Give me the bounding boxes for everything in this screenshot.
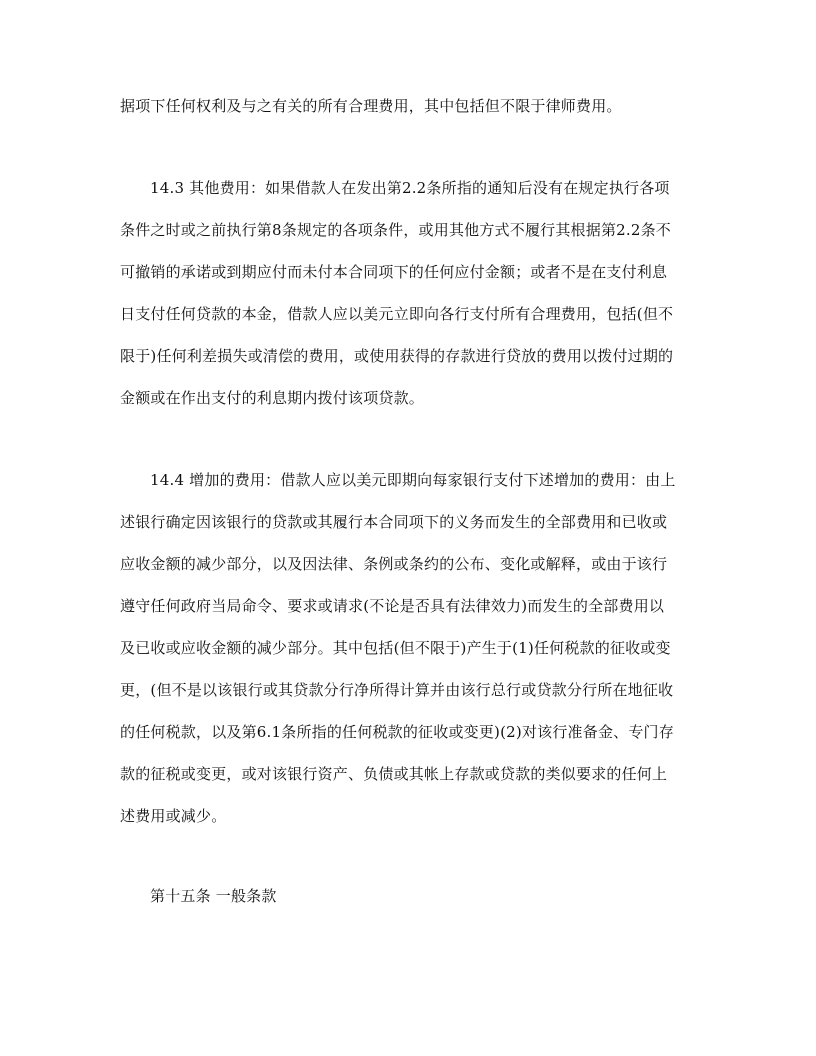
section-14-4-line: 述费用或减少。	[120, 807, 227, 825]
section-14-3-line: 日支付任何贷款的本金，借款人应以美元立即向各行支付所有合理费用，包括(但不	[120, 305, 674, 323]
section-14-4-line: 款的征税或变更，或对该银行资产、负债或其帐上存款或贷款的类似要求的任何上	[120, 765, 668, 783]
section-14-4-line: 述银行确定因该银行的贷款或其履行本合同项下的义务而发生的全部费用和已收或	[120, 513, 668, 531]
section-14-4-line: 及已收或应收金额的减少部分。其中包括(但不限于)产生于(1)任何税款的征收或变	[120, 639, 671, 657]
section-14-3-line: 金额或在作出支付的利息期内拨付该项贷款。	[120, 389, 425, 407]
section-14-4-line: 应收金额的减少部分，以及因法律、条例或条约的公布、变化或解释，或由于该行	[120, 555, 668, 573]
section-14-3-line: 14.3 其他费用：如果借款人在发出第2.2条所指的通知后没有在规定执行各项	[150, 179, 670, 197]
section-14-4-line: 遵守任何政府当局命令、要求或请求(不论是否具有法律效力)而发生的全部费用以	[120, 597, 665, 615]
section-14-3-line: 限于)任何利差损失或清偿的费用，或使用获得的存款进行贷放的费用以拨付过期的	[120, 347, 674, 365]
section-14-4-line: 的任何税款，以及第6.1条所指的任何税款的征收或变更)(2)对该行准备金、专门存	[120, 723, 674, 741]
section-14-3-line: 可撤销的承诺或到期应付而未付本合同项下的任何应付金额；或者不是在支付利息	[120, 263, 668, 281]
paragraph-line: 据项下任何权利及与之有关的所有合理费用，其中包括但不限于律师费用。	[120, 97, 622, 115]
section-14-4-line: 14.4 增加的费用：借款人应以美元即期向每家银行支付下述增加的费用：由上	[150, 471, 676, 489]
section-14-3-line: 条件之时或之前执行第8条规定的各项条件，或用其他方式不履行其根据第2.2条不	[120, 221, 672, 239]
section-14-4-line: 更，(但不是以该银行或其贷款分行净所得计算并由该行总行或贷款分行所在地征收	[120, 681, 674, 699]
article-15-heading: 第十五条 一般条款	[150, 887, 277, 905]
